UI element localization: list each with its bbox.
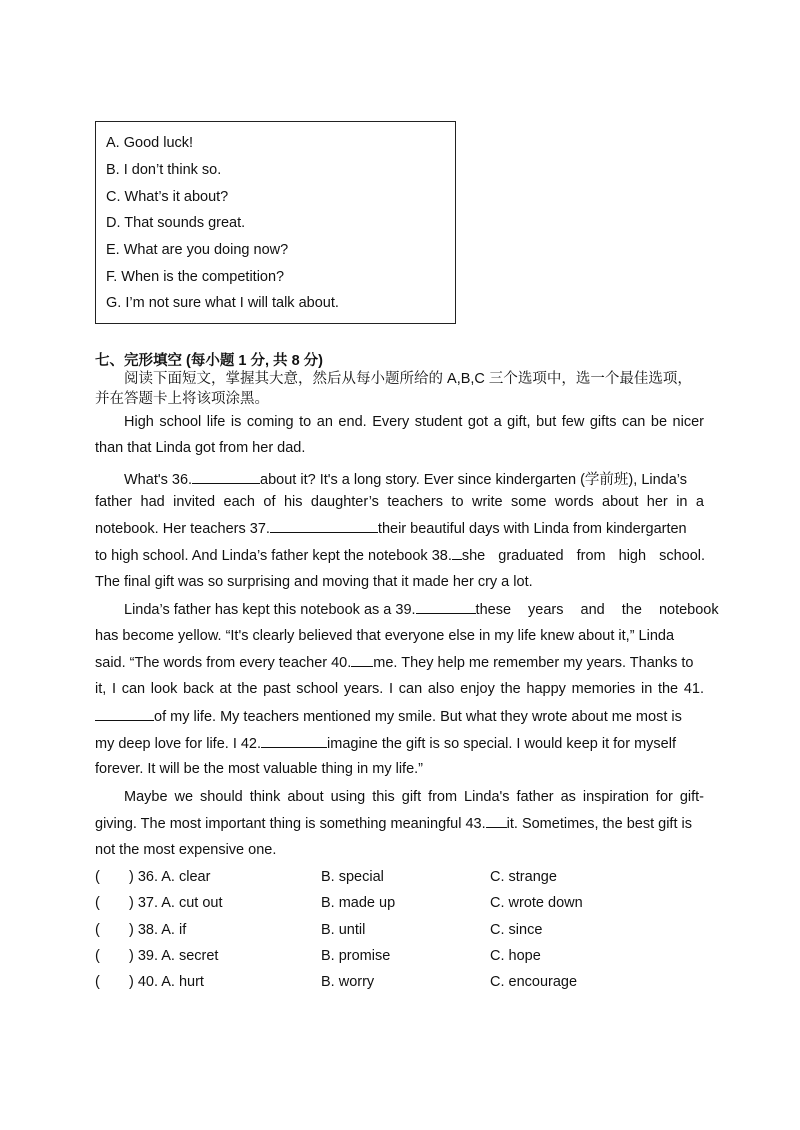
passage-line: Maybe we should think about using this gift from Linda's father as inspiration for gift- xyxy=(124,789,704,805)
question-36 xyxy=(95,867,704,887)
instruction-line-2: 并在答题卡上将该项涂黑。 xyxy=(95,391,269,407)
option-c-text: C. hope xyxy=(490,948,541,964)
blank-41 xyxy=(95,706,154,721)
text: of my life. My teachers mentioned my smile. But what they wrote about me most is xyxy=(154,709,682,725)
option-c: C. What’s it about? xyxy=(106,189,229,205)
answer-paren[interactable]: ( xyxy=(95,869,100,885)
option-b: B. I don’t think so. xyxy=(106,162,222,178)
passage-line-q41 xyxy=(95,706,704,727)
blank-36 xyxy=(192,469,260,484)
blank-40 xyxy=(351,652,373,667)
passage-line: father had invited each of his daughter’s teachers to write some words about her in a xyxy=(95,494,704,510)
blank-39 xyxy=(416,599,476,614)
option-a-text: ) 37. A. cut out xyxy=(129,895,223,911)
question-38 xyxy=(95,920,704,940)
text: to high school. And Linda’s father kept the notebook 38. xyxy=(95,548,452,564)
text: these years and the notebook xyxy=(475,602,719,618)
question-37 xyxy=(95,893,704,913)
blank-38 xyxy=(452,545,462,560)
passage-line: The final gift was so surprising and moving that it made her cry a lot. xyxy=(95,574,533,590)
text: my deep love for life. I 42. xyxy=(95,736,262,752)
blank-43 xyxy=(486,813,507,828)
option-g: G. I’m not sure what I will talk about. xyxy=(106,295,339,311)
option-b-text: B. special xyxy=(321,869,384,885)
blank-37 xyxy=(270,518,378,533)
option-d: D. That sounds great. xyxy=(106,215,246,231)
text: What's 36. xyxy=(124,472,193,488)
passage-line: not the most expensive one. xyxy=(95,842,277,858)
instruction-line-1: 阅读下面短文，掌握其大意，然后从每小题所给的 A,B,C 三个选项中，选一个最佳选项， xyxy=(124,371,692,387)
option-e: E. What are you doing now? xyxy=(106,242,289,258)
passage-line-q38 xyxy=(95,545,704,566)
passage-line: High school life is coming to an end. Every student got a gift, but few gifts can be nicer xyxy=(124,414,704,430)
text: it. Sometimes, the best gift is xyxy=(506,816,692,832)
passage-line: has become yellow. “It's clearly believed that everyone else in my life knew about it,” Linda xyxy=(95,628,675,644)
text: said. “The words from every teacher 40. xyxy=(95,655,352,671)
text: me. They help me remember my years. Thanks to xyxy=(373,655,694,671)
passage-line-q37 xyxy=(95,518,704,539)
option-b-text: B. until xyxy=(321,922,366,938)
option-b-text: B. worry xyxy=(321,974,375,990)
section-title: 七、完形填空 (每小题 1 分, 共 8 分) xyxy=(95,353,323,369)
option-a-text: ) 38. A. if xyxy=(129,922,187,938)
answer-paren[interactable]: ( xyxy=(95,974,100,990)
text: notebook. Her teachers 37. xyxy=(95,521,270,537)
option-c-text: C. strange xyxy=(490,869,557,885)
text: giving. The most important thing is something meaningful 43. xyxy=(95,816,486,832)
text: Linda’s father has kept this notebook as a 39. xyxy=(124,602,416,618)
question-39 xyxy=(95,946,704,966)
text: their beautiful days with Linda from kindergarten xyxy=(377,521,687,537)
option-c-text: C. wrote down xyxy=(490,895,583,911)
passage-line-q43 xyxy=(95,813,704,834)
passage-line-q36 xyxy=(124,469,704,490)
option-c-text: C. encourage xyxy=(490,974,578,990)
passage-line: it, I can look back at the past school years. I can also enjoy the happy memories in the 41. xyxy=(95,681,704,697)
option-a: A. Good luck! xyxy=(106,135,194,151)
option-a-text: ) 36. A. clear xyxy=(129,869,211,885)
text: she graduated from high school. xyxy=(461,548,706,564)
answer-paren[interactable]: ( xyxy=(95,948,100,964)
option-a-text: ) 40. A. hurt xyxy=(129,974,204,990)
passage-line-q42 xyxy=(95,733,704,754)
option-a-text: ) 39. A. secret xyxy=(129,948,219,964)
blank-42 xyxy=(261,733,327,748)
passage-line: than that Linda got from her dad. xyxy=(95,440,306,456)
answer-paren[interactable]: ( xyxy=(95,895,100,911)
answer-paren[interactable]: ( xyxy=(95,922,100,938)
option-c-text: C. since xyxy=(490,922,543,938)
text: about it? It's a long story. Ever since kindergarten (学前班), Linda’s xyxy=(260,472,688,488)
option-f: F. When is the competition? xyxy=(106,269,285,285)
option-b-text: B. promise xyxy=(321,948,391,964)
options-box xyxy=(95,121,456,324)
passage-line-q39 xyxy=(124,599,719,620)
passage-line-q40 xyxy=(95,652,704,673)
option-b-text: B. made up xyxy=(321,895,396,911)
text: imagine the gift is so special. I would keep it for myself xyxy=(327,736,676,752)
passage-line: forever. It will be the most valuable thing in my life.” xyxy=(95,761,424,777)
question-40 xyxy=(95,972,704,992)
